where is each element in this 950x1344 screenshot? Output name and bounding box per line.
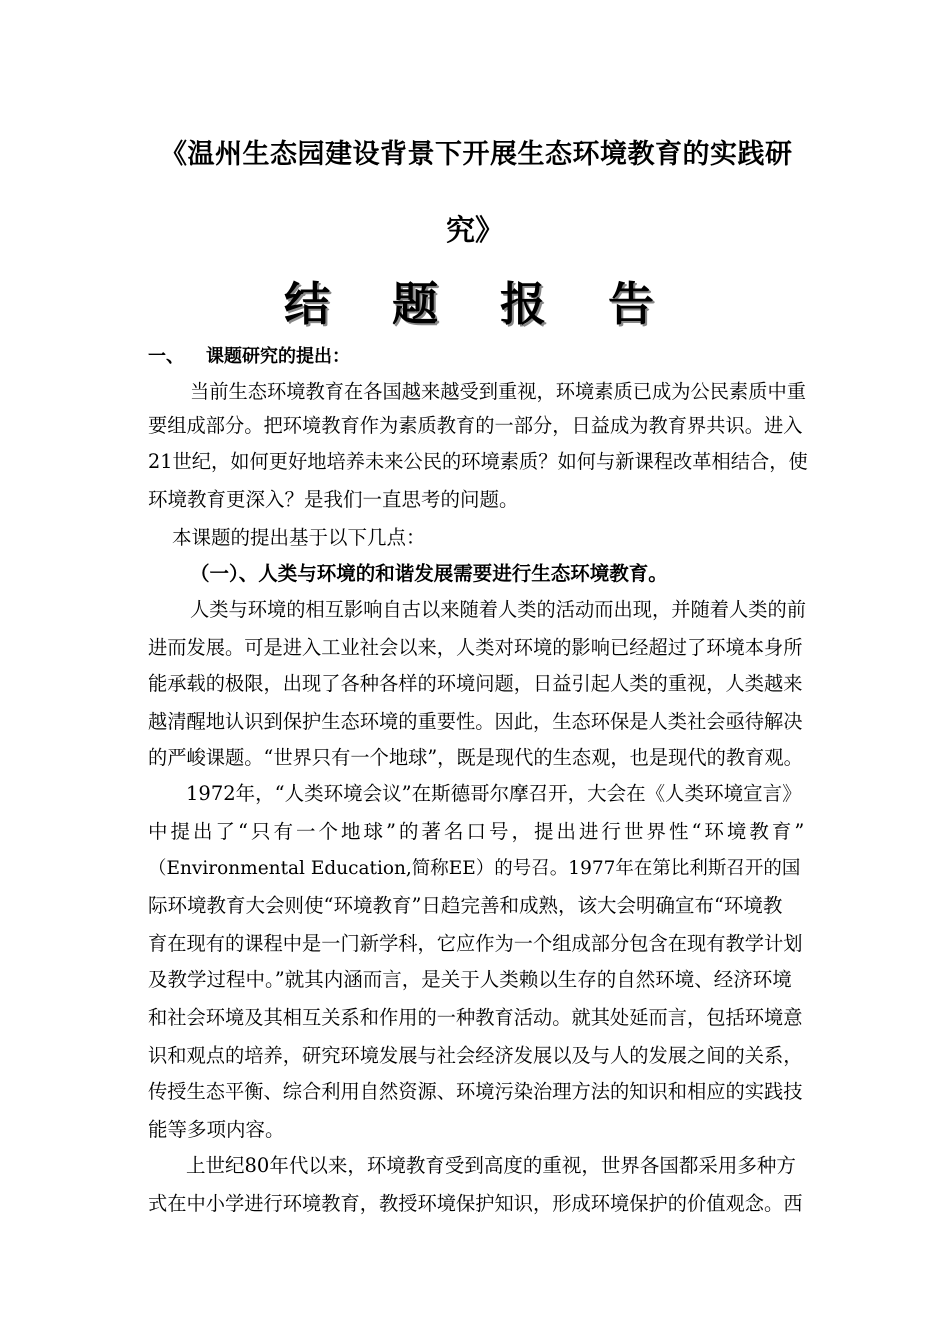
body-line: 传授生态平衡、综合利用自然资源、环境污染治理方法的知识和相应的实践技 [148, 1080, 803, 1103]
subsection-heading: （一）、人类与环境的和谐发展需要进行生态环境教育。 [190, 562, 668, 585]
body-line: 要组成部分。把环境教育作为素质教育的一部分，日益成为教育界共识。进入 [148, 414, 803, 437]
body-line: 21世纪，如何更好地培养未来公民的环境素质？如何与新课程改革相结合，使 [148, 450, 808, 473]
body-line: 识和观点的培养，研究环境发展与社会经济发展以及与人的发展之间的关系， [148, 1044, 803, 1067]
body-line: 中提出了“只有一个地球”的著名口号，提出进行世界性“环境教育” [148, 820, 808, 843]
body-line: （Environmental Education,简称EE）的号召。1977年在第比利斯召开的国 [148, 858, 801, 879]
section-number: 一、 [148, 346, 184, 367]
section-title: 课题研究的提出： [206, 346, 350, 367]
body-line: 和社会环境及其相互关系和作用的一种教育活动。就其处延而言，包括环境意 [148, 1006, 803, 1029]
body-line: 人类与环境的相互影响自古以来随着人类的活动而出现，并随着人类的前 [190, 598, 806, 621]
body-line: 的严峻课题。“世界只有一个地球”，既是现代的生态观，也是现代的教育观。 [148, 746, 803, 769]
body-line: 当前生态环境教育在各国越来越受到重视，环境素质已成为公民素质中重 [190, 380, 806, 403]
body-line: 能等多项内容。 [148, 1118, 285, 1141]
title-line-1: 《温州生态园建设背景下开展生态环境教育的实践研 [160, 139, 793, 170]
body-line: 本课题的提出基于以下几点： [172, 526, 426, 549]
body-line: 式在中小学进行环境教育，教授环境保护知识，形成环境保护的价值观念。西 [148, 1192, 803, 1215]
body-line: 育在现有的课程中是一门新学科，它应作为一个组成部分包含在现有教学计划 [148, 932, 803, 955]
body-line: 及教学过程中。”就其内涵而言，是关于人类赖以生存的自然环境、经济环境 [148, 968, 792, 991]
body-line: 际环境教育大会则使“环境教育”日趋完善和成熟，该大会明确宣布“环境教 [148, 894, 783, 917]
section-heading [148, 342, 350, 368]
body-line: 进而发展。可是进入工业社会以来，人类对环境的影响已经超过了环境本身所 [148, 636, 803, 659]
body-line: 上世纪80年代以来，环境教育受到高度的重视，世界各国都采用多种方 [186, 1154, 796, 1177]
report-heading: 结题报告 [284, 277, 716, 331]
body-line: 1972年，“人类环境会议”在斯德哥尔摩召开，大会在《人类环境宣言》 [186, 782, 802, 805]
body-line: 环境教育更深入？是我们一直思考的问题。 [148, 488, 519, 511]
title-line-2: 究》 [445, 213, 504, 247]
body-line: 越清醒地认识到保护生态环境的重要性。因此，生态环保是人类社会亟待解决 [148, 710, 803, 733]
body-line: 能承载的极限，出现了各种各样的环境问题，日益引起人类的重视，人类越来 [148, 672, 803, 695]
